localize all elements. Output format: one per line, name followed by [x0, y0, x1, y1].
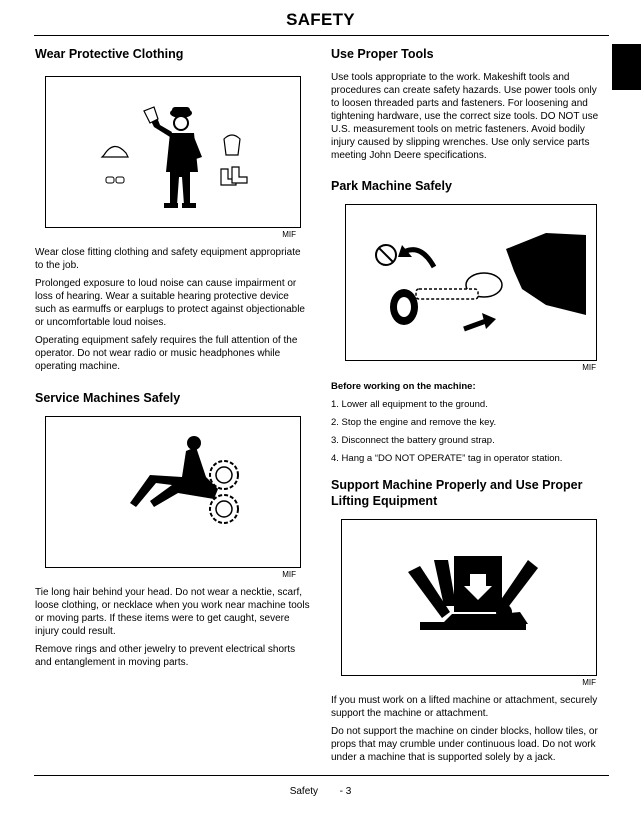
service-machines-figure	[45, 416, 301, 568]
figure-id-label: MIF	[582, 363, 596, 372]
figure-id-label: MIF	[282, 230, 296, 239]
section-heading-service-machines: Service Machines Safely	[35, 391, 181, 405]
right-column	[331, 46, 606, 769]
list-item: 1. Lower all equipment to the ground.	[331, 399, 488, 410]
paragraph: Operating equipment safely requires the full attention of the operator. Do not wear radio or music headphones while operating machine.	[35, 335, 298, 372]
paragraph: Tie long hair behind your head. Do not wear a necktie, scarf, loose clothing, or necklace when you work near machine tools or moving parts. If these items were to get caught, severe injury could result.	[35, 587, 310, 637]
page-title: SAFETY	[286, 10, 355, 29]
list-intro: Before working on the machine:	[331, 381, 476, 392]
paragraph: Remove rings and other jewelry to prevent electrical shorts and entanglement in moving parts.	[35, 644, 296, 668]
remove-key-illustration	[346, 205, 596, 360]
paragraph: If you must work on a lifted machine or attachment, securely support the machine or attachment.	[331, 695, 598, 719]
section-heading-proper-tools: Use Proper Tools	[331, 47, 434, 61]
section-tab	[612, 44, 641, 90]
paragraph: Use tools appropriate to the work. Makeshift tools and procedures can create safety hazards. Use power tools only to loosen threaded parts and fasteners. For loosening and tightening hardware, use the correct size tools. DO NOT use U.S. measurement tools on metric fasteners. Avoid bodily injury caused by slipping wrenches. Use only service parts meeting John Deere specifications.	[331, 72, 599, 161]
list-item: 4. Hang a “DO NOT OPERATE” tag in operator station.	[331, 453, 563, 464]
left-column	[35, 46, 310, 674]
footer-rule	[34, 775, 609, 776]
section-heading-support-machine: Support Machine Properly and Use Proper Lifting Equipment	[331, 478, 583, 508]
protective-clothing-figure	[45, 76, 301, 228]
paragraph: Do not support the machine on cinder blocks, hollow tiles, or props that may crumble under continuous load. Do not work under a machine that is supported solely by a jack.	[331, 726, 598, 763]
park-machine-figure	[345, 204, 597, 361]
figure-id-label: MIF	[282, 570, 296, 579]
header-rule	[34, 35, 609, 36]
protective-clothing-illustration	[46, 77, 300, 227]
page-footer	[0, 786, 641, 797]
figure-id-label: MIF	[582, 678, 596, 687]
list-item: 2. Stop the engine and remove the key.	[331, 417, 497, 428]
page-number: - 3	[339, 786, 352, 797]
paragraph: Prolonged exposure to loud noise can cause impairment or loss of hearing. Wear a suitable hearing protective device such as earmuffs or earplugs to protect against objectionable or uncomfortable loud noises.	[35, 278, 305, 328]
crushing-hazard-illustration	[342, 520, 596, 675]
list-item: 3. Disconnect the battery ground strap.	[331, 435, 495, 446]
step-list	[331, 399, 606, 465]
section-heading-protective-clothing: Wear Protective Clothing	[35, 47, 184, 61]
footer-section: Safety	[289, 786, 319, 797]
section-heading-park-machine: Park Machine Safely	[331, 179, 452, 193]
support-machine-figure	[341, 519, 597, 676]
paragraph: Wear close fitting clothing and safety equipment appropriate to the job.	[35, 247, 301, 271]
entanglement-illustration	[46, 417, 300, 567]
